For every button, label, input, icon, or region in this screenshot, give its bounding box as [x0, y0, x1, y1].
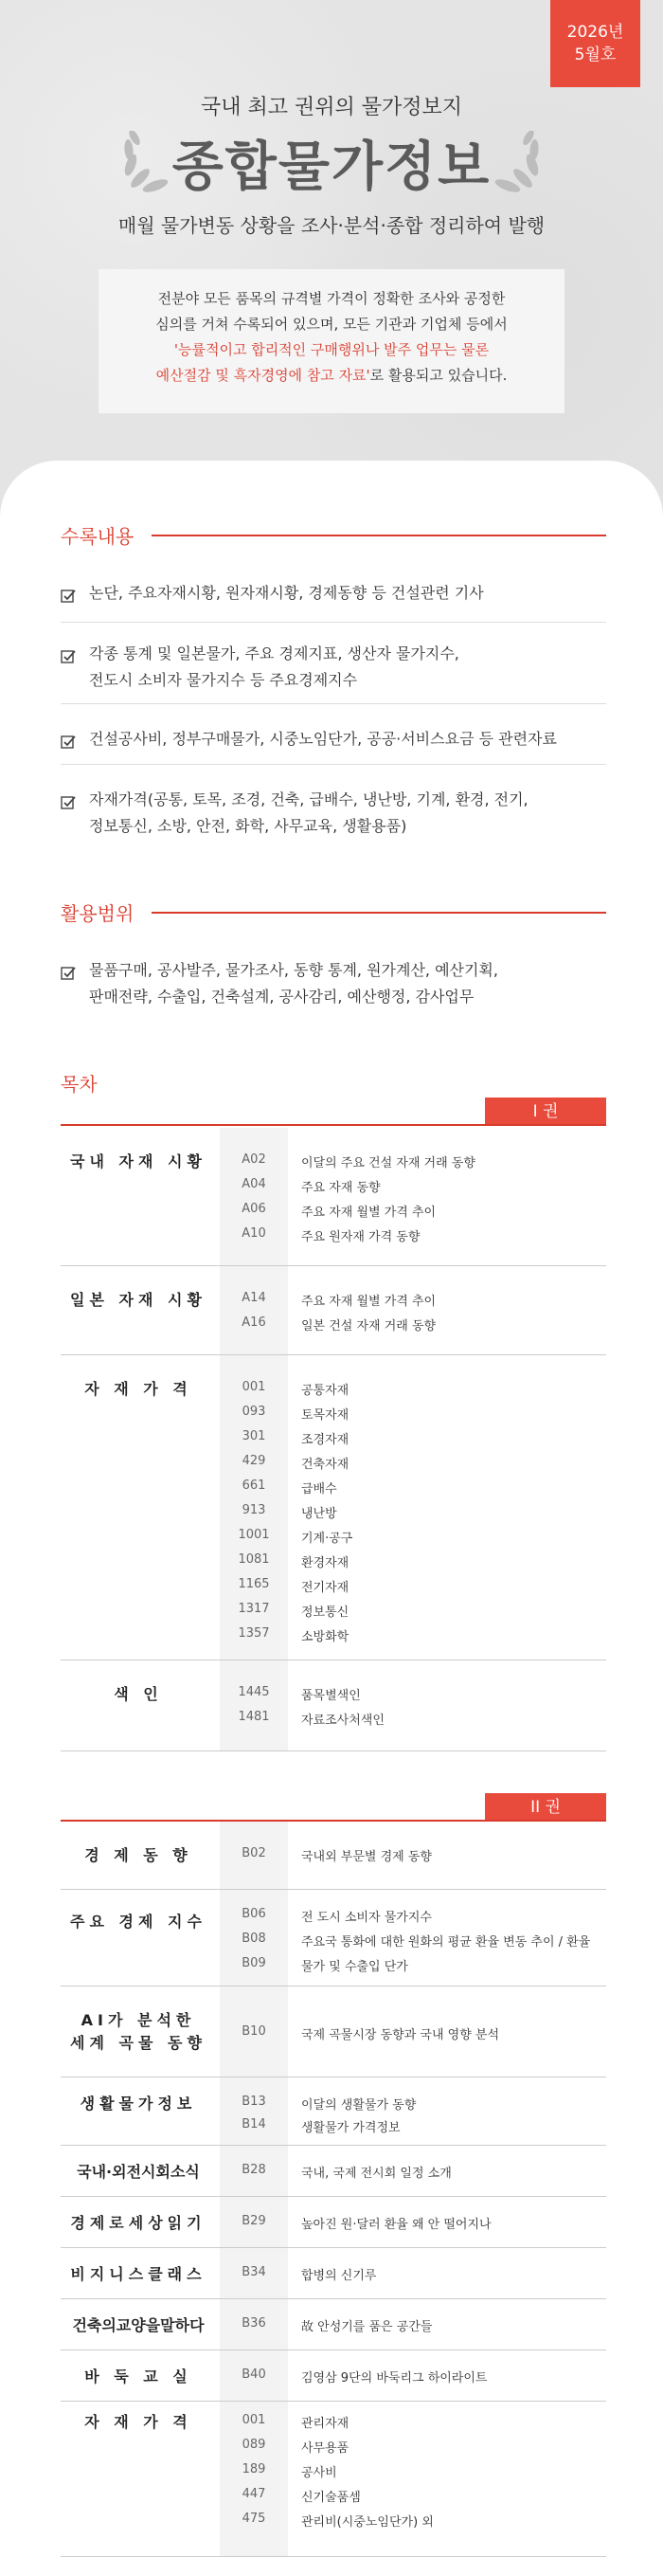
- toc-code: A10: [242, 1226, 266, 1241]
- scope-title-rule: [152, 912, 606, 914]
- toc-item: 주요국 통화에 대한 원화의 평균 환율 변동 추이 / 환율: [301, 1935, 591, 1950]
- vol2-row: [61, 2197, 606, 2248]
- scope-title: 활용범위: [61, 902, 134, 925]
- toc-code: B10: [242, 2024, 266, 2039]
- toc-item: 토목자재: [301, 1408, 349, 1423]
- vol1-row: [61, 1355, 606, 1660]
- code-column: [220, 1660, 288, 1751]
- toc-item: 이달의 생활물가 동향: [301, 2098, 417, 2113]
- item-divider: [61, 622, 606, 623]
- intro-line: 심의를 거쳐 수록되어 있으며, 모든 기관과 기업체 등에서: [155, 316, 508, 333]
- issue-year: 2026년: [566, 23, 624, 42]
- code-column: [220, 1890, 288, 1986]
- contents-list-item: [61, 787, 610, 840]
- toc-item: 생활물가 가격정보: [301, 2121, 401, 2135]
- category-label: 자 재 가 격: [84, 2413, 192, 2431]
- issue-month: 5월호: [574, 45, 617, 64]
- toc-item: 급배수: [301, 1482, 337, 1497]
- toc-code: 475: [242, 2512, 266, 2526]
- checkbox-check-icon: [61, 646, 76, 662]
- toc-item: 품목별색인: [301, 1689, 361, 1703]
- vol1-row: [61, 1128, 606, 1266]
- toc-code: B13: [242, 2095, 266, 2109]
- vol2-row: [61, 2146, 606, 2197]
- toc-code: 913: [242, 1503, 266, 1517]
- toc-code: B08: [242, 1932, 266, 1946]
- vol2-row: [61, 2299, 606, 2350]
- toc-code: 1001: [238, 1528, 270, 1542]
- scope-list-item: [61, 957, 610, 1010]
- intro-line: 전분야 모든 품목의 규격별 가격이 정확한 조사와 공정한: [157, 290, 506, 307]
- code-column: [220, 1266, 288, 1354]
- toc-item: 일본 건설 자재 거래 동향: [301, 1319, 437, 1333]
- code-column: [220, 2402, 288, 2556]
- code-column: [220, 2248, 288, 2298]
- contents-list-item: [61, 580, 610, 607]
- category-label: 바 둑 교 실: [84, 2367, 192, 2386]
- toc-title: 목차: [61, 1073, 98, 1096]
- toc-code: B34: [242, 2265, 266, 2279]
- category-label: 주요 경제 지수: [70, 1913, 206, 1931]
- toc-item: 주요 자재 월별 가격 추이: [301, 1295, 437, 1309]
- contents-item-text: 정보통신, 소방, 안전, 화학, 사무교육, 생활용품): [89, 817, 407, 835]
- category-label: 일본 자재 시황: [70, 1291, 206, 1309]
- toc-item: 신기술품셈: [301, 2491, 361, 2505]
- code-column: [220, 1822, 288, 1889]
- toc-code: 301: [242, 1429, 266, 1443]
- toc-item: 환경자재: [301, 1556, 349, 1570]
- toc-code: B02: [242, 1846, 266, 1860]
- checkbox-check-icon: [61, 963, 76, 978]
- contents-item-text: 논단, 주요자재시황, 원자재시황, 경제동향 등 건설관련 기사: [89, 584, 484, 602]
- toc-code: 429: [242, 1454, 266, 1468]
- toc-item: 합병의 신기루: [301, 2269, 377, 2283]
- toc-item: 故 안성기를 품은 공간들: [301, 2320, 433, 2334]
- laurel-right-icon: [485, 131, 551, 193]
- subtitle: 매월 물가변동 상황을 조사·분석·종합 정리하여 발행: [117, 214, 546, 237]
- scope-item-text: 판매전략, 수출입, 건축설계, 공사감리, 예산행정, 감사업무: [89, 988, 475, 1006]
- toc-code: B09: [242, 1956, 266, 1970]
- toc-item: 주요 자재 월별 가격 추이: [301, 1206, 437, 1220]
- toc-item: 김영삼 9단의 바둑리그 하이라이트: [301, 2371, 488, 2386]
- category-label: 국내·외전시회소식: [77, 2163, 200, 2181]
- toc-code: B14: [242, 2117, 266, 2132]
- item-divider: [61, 764, 606, 765]
- toc-code: 093: [242, 1405, 266, 1419]
- toc-code: 1317: [238, 1602, 270, 1616]
- toc-item: 자료조사처색인: [301, 1714, 385, 1728]
- toc-code: 001: [242, 2413, 266, 2427]
- checkbox-check-icon: [61, 792, 76, 807]
- code-column: [220, 1128, 288, 1265]
- toc-code: A02: [242, 1152, 266, 1167]
- category-label: 자 재 가 격: [84, 1380, 192, 1398]
- category-label: 생활물가정보: [80, 2095, 197, 2113]
- toc-item: 관리자재: [301, 2417, 349, 2431]
- checkbox-check-icon: [61, 586, 76, 601]
- category-label: 건축의교양을말하다: [72, 2316, 205, 2334]
- toc-code: 189: [242, 2462, 266, 2476]
- toc-item: 관리비(시중노임단가) 외: [301, 2515, 434, 2530]
- toc-code: B36: [242, 2316, 266, 2331]
- hero-header: [0, 0, 663, 531]
- toc-item: 국내외 부문별 경제 동향: [301, 1850, 432, 1864]
- code-column: [220, 1355, 288, 1660]
- toc-code: A04: [242, 1177, 266, 1191]
- kicker-text: 국내 최고 권위의 물가정보지: [200, 96, 462, 119]
- toc-item: 이달의 주요 건설 자재 거래 동향: [301, 1156, 475, 1170]
- toc-item: 기계·공구: [301, 1532, 353, 1546]
- vol2-row: [61, 1986, 606, 2077]
- vol1-rule: [61, 1124, 606, 1126]
- intro-line: [99, 363, 564, 389]
- code-column: [220, 2077, 288, 2145]
- vol2-tab: II 권: [485, 1793, 606, 1822]
- scope-item-text: 물품구매, 공사발주, 물가조사, 동향 통계, 원가계산, 예산기획,: [89, 961, 498, 979]
- issue-badge: [550, 0, 640, 87]
- vol2-row: [61, 2402, 606, 2557]
- toc-item: 공통자재: [301, 1384, 349, 1398]
- toc-item: 국내, 국제 전시회 일정 소개: [301, 2167, 452, 2181]
- toc-item: 국제 곡물시장 동향과 국내 영향 분석: [301, 2028, 500, 2042]
- toc-item: 냉난방: [301, 1507, 337, 1521]
- toc-item: 공사비: [301, 2466, 337, 2480]
- vol2-row: [61, 1822, 606, 1890]
- code-column: [220, 2197, 288, 2247]
- intro-highlight: '능률적이고 합리적인 구매행위나 발주 업무는 물론: [173, 341, 490, 358]
- toc-code: B29: [242, 2214, 266, 2228]
- vol1-row: [61, 1660, 606, 1751]
- contents-item-text: 각종 통계 및 일본물가, 주요 경제지표, 생산자 물가지수,: [89, 644, 459, 662]
- vol2-row: [61, 2248, 606, 2299]
- toc-item: 전 도시 소비자 물가지수: [301, 1911, 432, 1925]
- category-label: 국내 자재 시황: [70, 1152, 206, 1170]
- toc-item: 소방화학: [301, 1630, 349, 1644]
- code-column: [220, 1986, 288, 2077]
- toc-code: 1481: [238, 1710, 270, 1724]
- toc-item: 주요 자재 동향: [301, 1181, 381, 1195]
- page-title: 종합물가정보: [171, 136, 492, 198]
- toc-item: 정보통신: [301, 1605, 349, 1620]
- contents-item-text: 전도시 소비자 물가지수 등 주요경제지수: [89, 671, 358, 689]
- item-divider: [61, 703, 606, 704]
- toc-code: 1081: [238, 1552, 270, 1567]
- contents-title-rule: [152, 535, 606, 536]
- toc-code: 089: [242, 2438, 266, 2452]
- toc-code: 1357: [238, 1626, 270, 1641]
- contents-title: 수록내용: [61, 525, 134, 548]
- category-label: 색 인: [114, 1685, 163, 1703]
- code-column: [220, 2350, 288, 2401]
- toc-item: 주요 원자재 가격 동향: [301, 1230, 421, 1244]
- toc-code: 001: [242, 1380, 266, 1394]
- toc-code: B06: [242, 1907, 266, 1921]
- intro-box: [99, 269, 564, 413]
- contents-item-text: 건설공사비, 정부구매물가, 시중노임단가, 공공·서비스요금 등 관련자료: [89, 730, 557, 748]
- toc-item: 사무용품: [301, 2441, 349, 2456]
- vol1-row: [61, 1266, 606, 1355]
- toc-code: B28: [242, 2163, 266, 2177]
- toc-code: 1165: [238, 1577, 270, 1591]
- toc-item: 물가 및 수출입 단가: [301, 1960, 408, 1974]
- contents-item-text: 자재가격(공통, 토목, 조경, 건축, 급배수, 냉난방, 기계, 환경, 전기,: [89, 790, 529, 808]
- toc-item: 높아진 원·달러 환율 왜 안 떨어지나: [301, 2218, 492, 2232]
- vol1-tab: I 권: [485, 1098, 606, 1126]
- category-label: 비지니스클래스: [70, 2265, 206, 2283]
- toc-item: 건축자재: [301, 1458, 349, 1472]
- toc-item: 전기자재: [301, 1581, 349, 1595]
- intro-line-rest: 로 활용되고 있습니다.: [369, 367, 508, 384]
- category-label: 경제로세상읽기: [70, 2214, 206, 2232]
- toc-code: B40: [242, 2367, 266, 2382]
- checkbox-check-icon: [61, 732, 76, 747]
- intro-highlight: 예산절감 및 흑자경영에 참고 자료': [155, 367, 370, 384]
- vol2-row: [61, 2077, 606, 2146]
- vol2-row: [61, 1890, 606, 1986]
- toc-code: A14: [242, 1291, 266, 1305]
- toc-code: A06: [242, 1202, 266, 1216]
- category-label: AI가 분석한 세계 곡물 동향: [70, 2011, 206, 2052]
- contents-list-item: [61, 641, 610, 694]
- vol2-row: [61, 2350, 606, 2402]
- toc-code: 661: [242, 1478, 266, 1493]
- toc-item: 조경자재: [301, 1433, 349, 1447]
- code-column: [220, 2299, 288, 2349]
- contents-list-item: [61, 726, 610, 753]
- code-column: [220, 2146, 288, 2196]
- toc-code: 1445: [238, 1685, 270, 1699]
- category-label: 경 제 동 향: [84, 1846, 192, 1864]
- toc-code: 447: [242, 2487, 266, 2501]
- toc-code: A16: [242, 1315, 266, 1330]
